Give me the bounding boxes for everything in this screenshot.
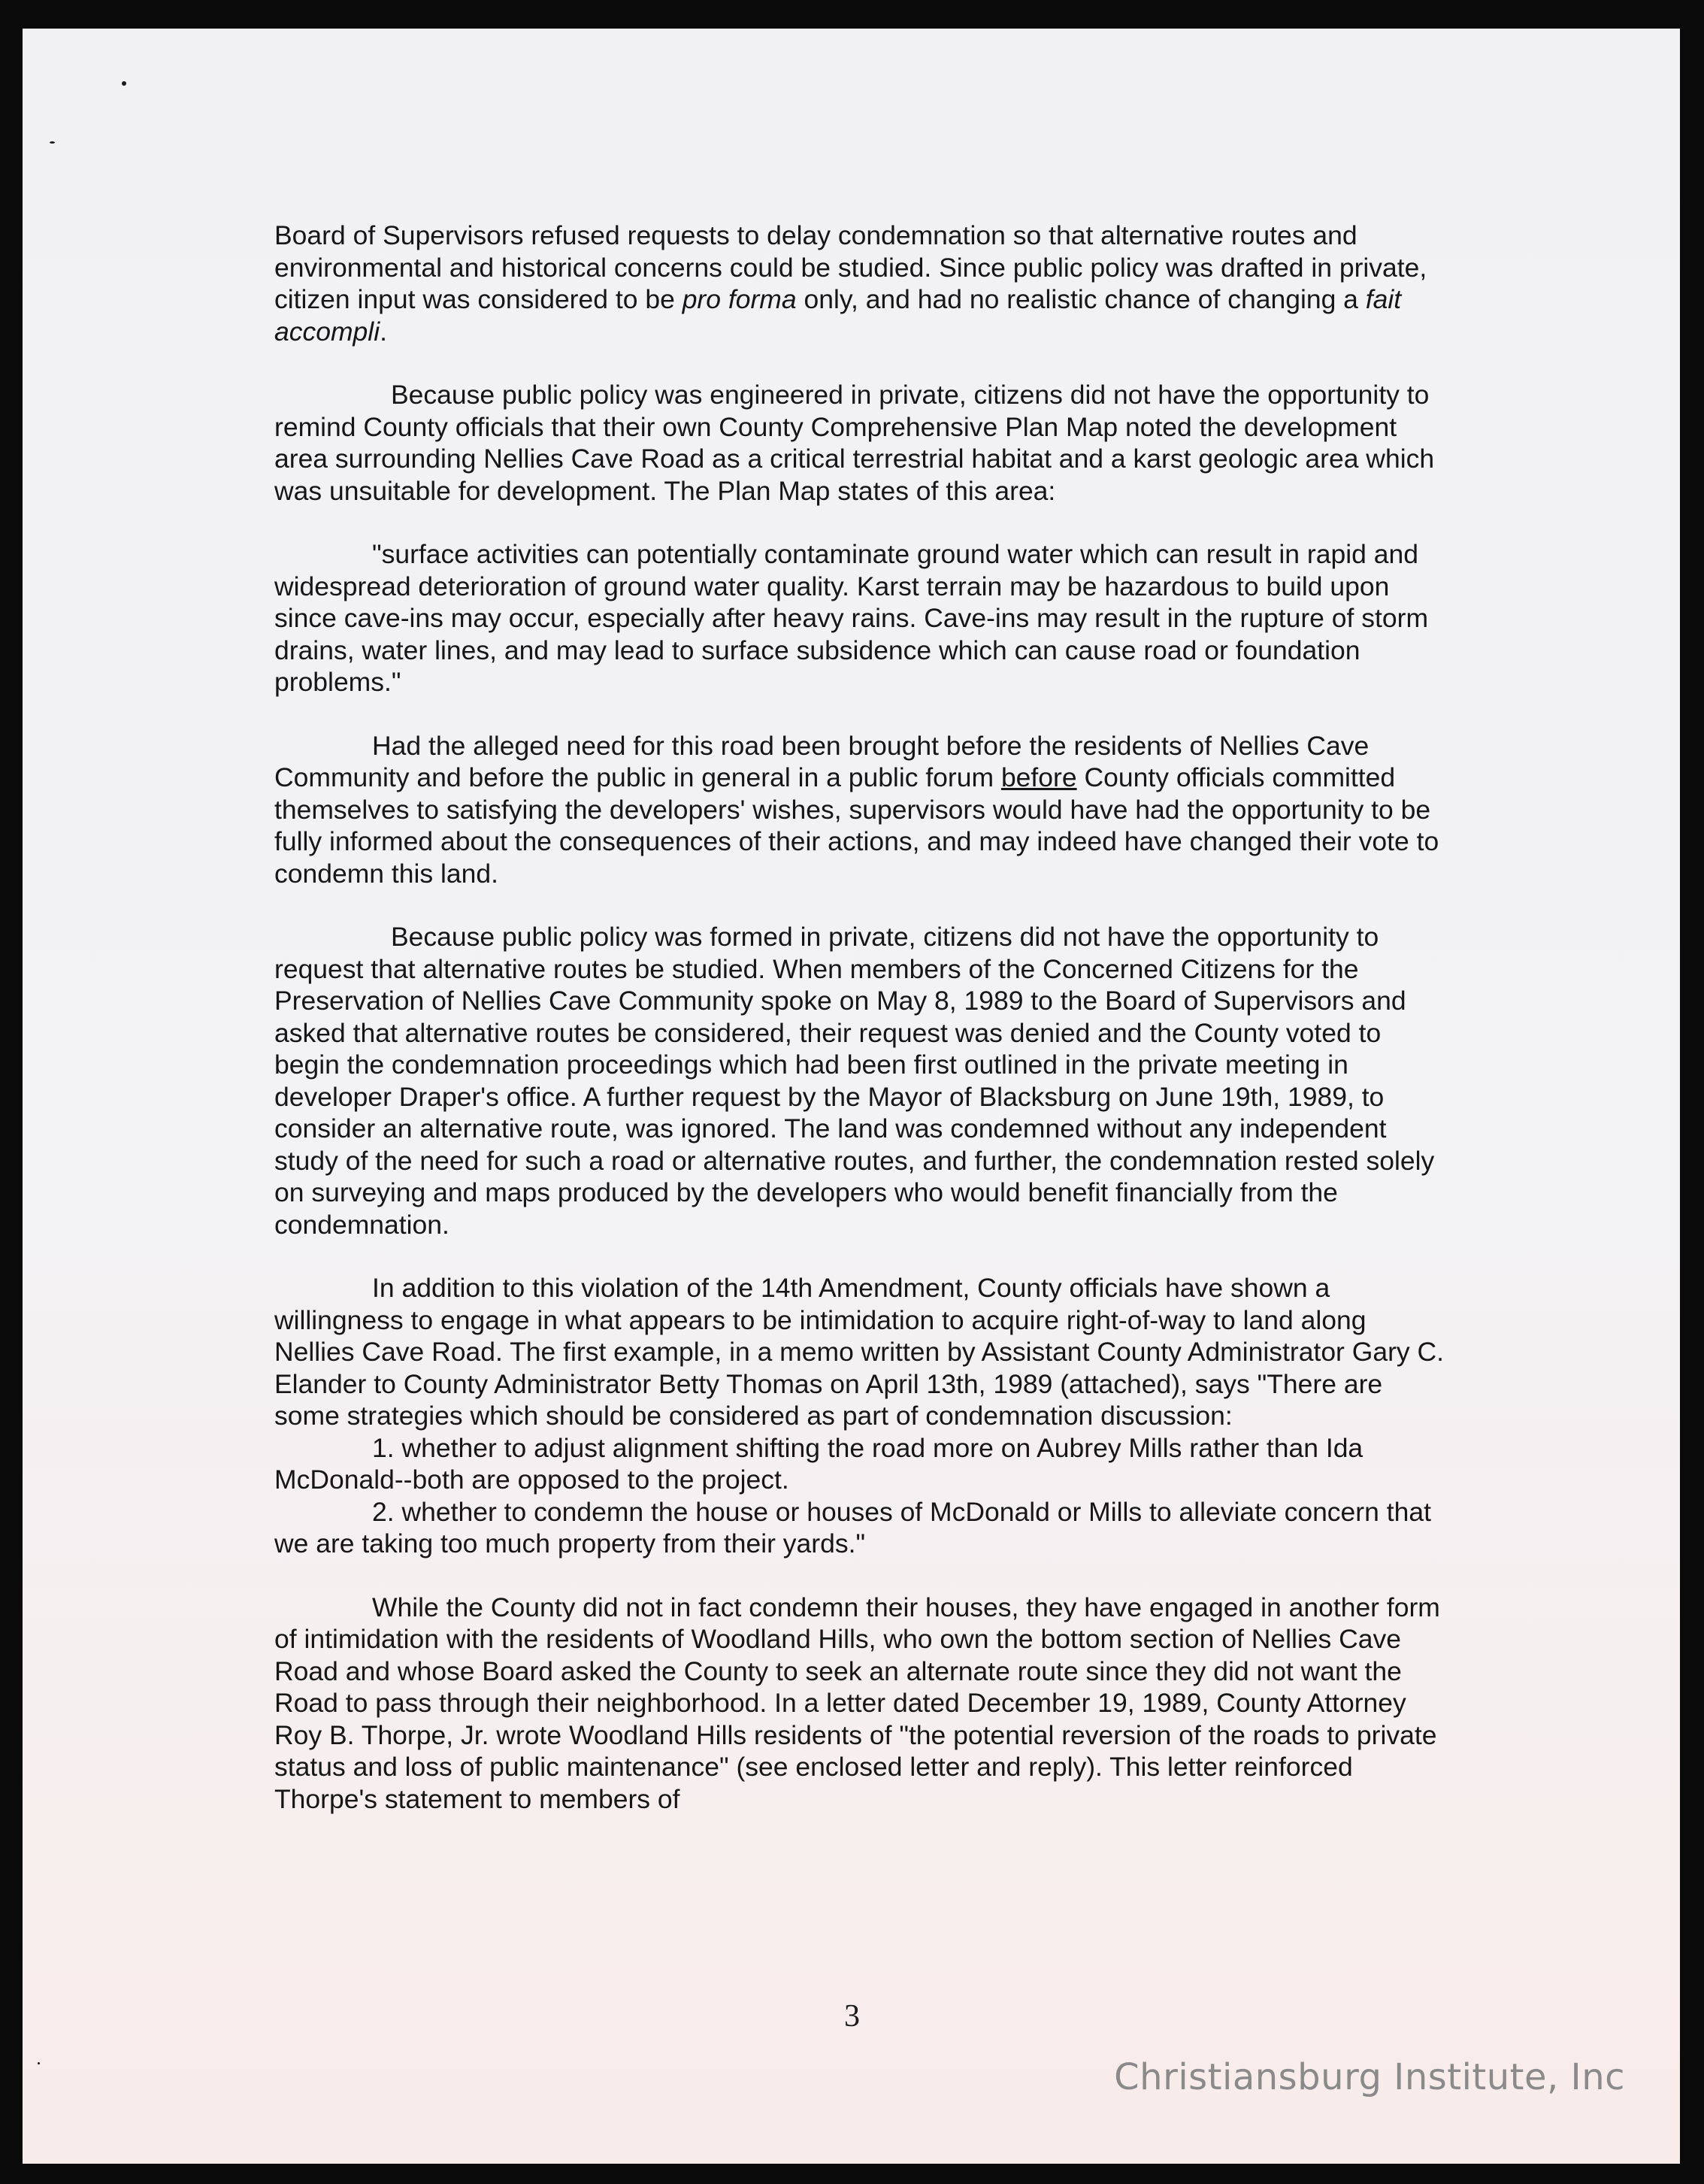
paper-speck [122, 81, 126, 86]
paragraph-alternative-routes: Because public policy was formed in private, citizens did not have the opportunity to request that alternative routes be studied. When members of the Concerned Citizens for the Preservation of Nellies Cave Community spoke on May 8, 1989 to the Board of Supervisors and asked that alternative routes be considered, their request was denied and the County voted to begin the condemnation proceedings which had been first outlined in the private meeting in developer Draper's office. A further request by the Mayor of Blacksburg on June 19th, 1989, to consider an alternative route, was ignored. The land was condemned without any independent study of the need for such a road or alternative routes, and further, the condemnation rested solely on surveying and maps produced by the developers who would benefit financially from the condemnation. [274, 922, 1435, 1240]
watermark-christiansburg-institute: Christiansburg Institute, Inc [1114, 2056, 1625, 2098]
paper-speck [50, 141, 55, 144]
paper-speck [38, 2062, 40, 2064]
memo-strategy-1: 1. whether to adjust alignment shifting the road more on Aubrey Mills rather than Ida McDonald--both are opposed to the project. [274, 1432, 1364, 1495]
page-number: 3 [844, 1999, 860, 2034]
document-body [274, 220, 1451, 1846]
paragraph-intimidation [274, 1272, 1451, 1560]
paragraph-woodland-hills: While the County did not in fact condemn their houses, they have engaged in another form of intimidation with the residents of Woodland Hills, who own the bottom section of Nellies Cave Road and whose Board asked the County to seek an alternate route since they did not want the Road to pass through their neighborhood. In a letter dated December 19, 1989, County Attorney Roy B. Thorpe, Jr. wrote Woodland Hills residents of "the potential reversion of the roads to private status and loss of public maintenance" (see enclosed letter and reply). This letter reinforced Thorpe's statement to members of [274, 1592, 1440, 1814]
memo-strategy-2: 2. whether to condemn the house or houses of McDonald or Mills to alleviate concern that we are taking too much property from their yards." [274, 1496, 1431, 1558]
paragraph-public-forum: Had the alleged need for this road been brought before the residents of Nellies Cave Community and before the public in general in a public forum before County officials committed themselves to satisfying the developers' wishes, supervisors would have had the opportunity to be fully informed about the consequences of their actions, and may indeed have changed their vote to condemn this land. [274, 730, 1439, 889]
paragraph-plan-map: Because public policy was engineered in private, citizens did not have the opportunity to remind County officials that their own County Comprehensive Plan Map noted the development area surrounding Nellies Cave Road as a critical terrestrial habitat and a karst geologic area which was unsuitable for development. The Plan Map states of this area: [274, 380, 1435, 506]
paragraph-14th-amendment: In addition to this violation of the 14th Amendment, County officials have shown a willingness to engage in what appears to be intimidation to acquire right-of-way to land along Nellies Cave Road. The first example, in a memo written by Assistant County Administrator Gary C. Elander to County Administrator Betty Thomas on April 13th, 1989 (attached), says "There are some strategies which should be considered as part of condemnation discussion: [274, 1273, 1445, 1431]
block-quote-karst: "surface activities can potentially contaminate ground water which can result in rapid and widespread deterioration of ground water quality. Karst terrain may be hazardous to build upon since cave-ins may occur, especially after heavy rains. Cave-ins may result in the rupture of storm drains, water lines, and may lead to surface subsidence which can cause road or foundation problems." [274, 539, 1429, 697]
paragraph-board-of-supervisors: Board of Supervisors refused requests to delay condemnation so that alternative routes and environmental and historical concerns could be studied. Since public policy was drafted in private, citizen input was considered to be pro forma only, and had no realistic chance of changing a fait accompli. [274, 220, 1427, 347]
